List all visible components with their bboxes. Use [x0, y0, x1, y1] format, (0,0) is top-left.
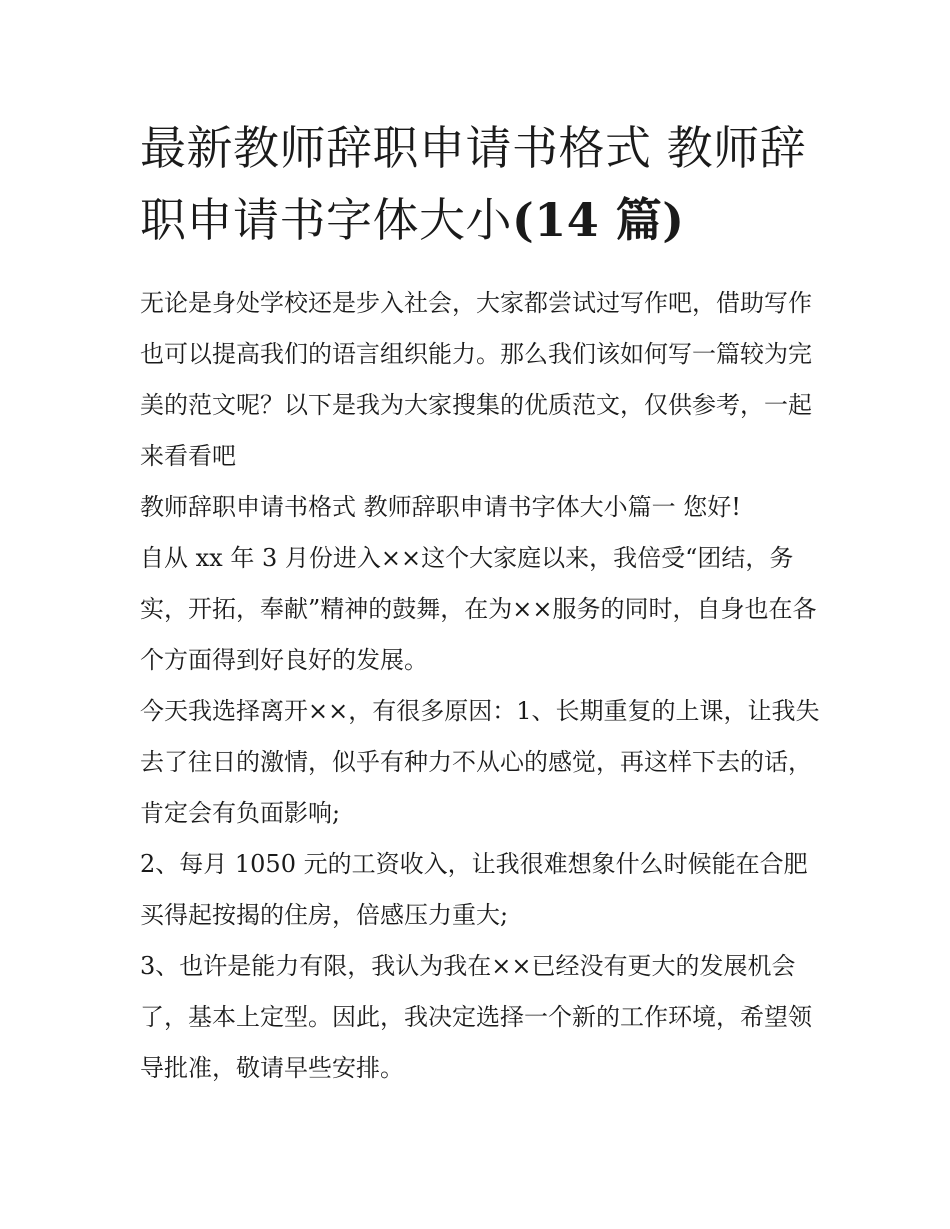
body-paragraph: 自从 xx 年 3 月份进入××这个大家庭以来，我倍受“团结，务实，开拓，奉献”精神的鼓舞，在为××服务的同时，自身也在各个方面得到好良好的发展。 — [140, 544, 817, 674]
document-body — [140, 278, 820, 1094]
title-text: 最新教师辞职申请书格式 教师辞职申请书字体大小 — [140, 121, 807, 247]
body-paragraph: 3、也许是能力有限，我认为我在××已经没有更大的发展机会了，基本上定型。因此，我决定选择一个新的工作环境，希望领导批准，敬请早些安排。 — [140, 952, 812, 1082]
body-paragraph: 2、每月 1050 元的工资收入，让我很难想象什么时候能在合肥买得起按揭的住房，倍感压力重大; — [140, 850, 808, 929]
section-heading: 教师辞职申请书格式 教师辞职申请书字体大小篇一 您好! — [140, 493, 741, 521]
document-title — [140, 112, 820, 256]
document-page — [140, 112, 820, 1094]
intro-paragraph: 无论是身处学校还是步入社会，大家都尝试过写作吧，借助写作也可以提高我们的语言组织能力。那么我们该如何写一篇较为完美的范文呢？以下是我为大家搜集的优质范文，仅供参考，一起来看看吧 — [140, 289, 812, 470]
title-count: (14 篇) — [512, 193, 685, 247]
body-paragraph: 今天我选择离开××，有很多原因：1、长期重复的上课，让我失去了往日的激情，似乎有种力不从心的感觉，再这样下去的话，肯定会有负面影响; — [140, 697, 820, 827]
